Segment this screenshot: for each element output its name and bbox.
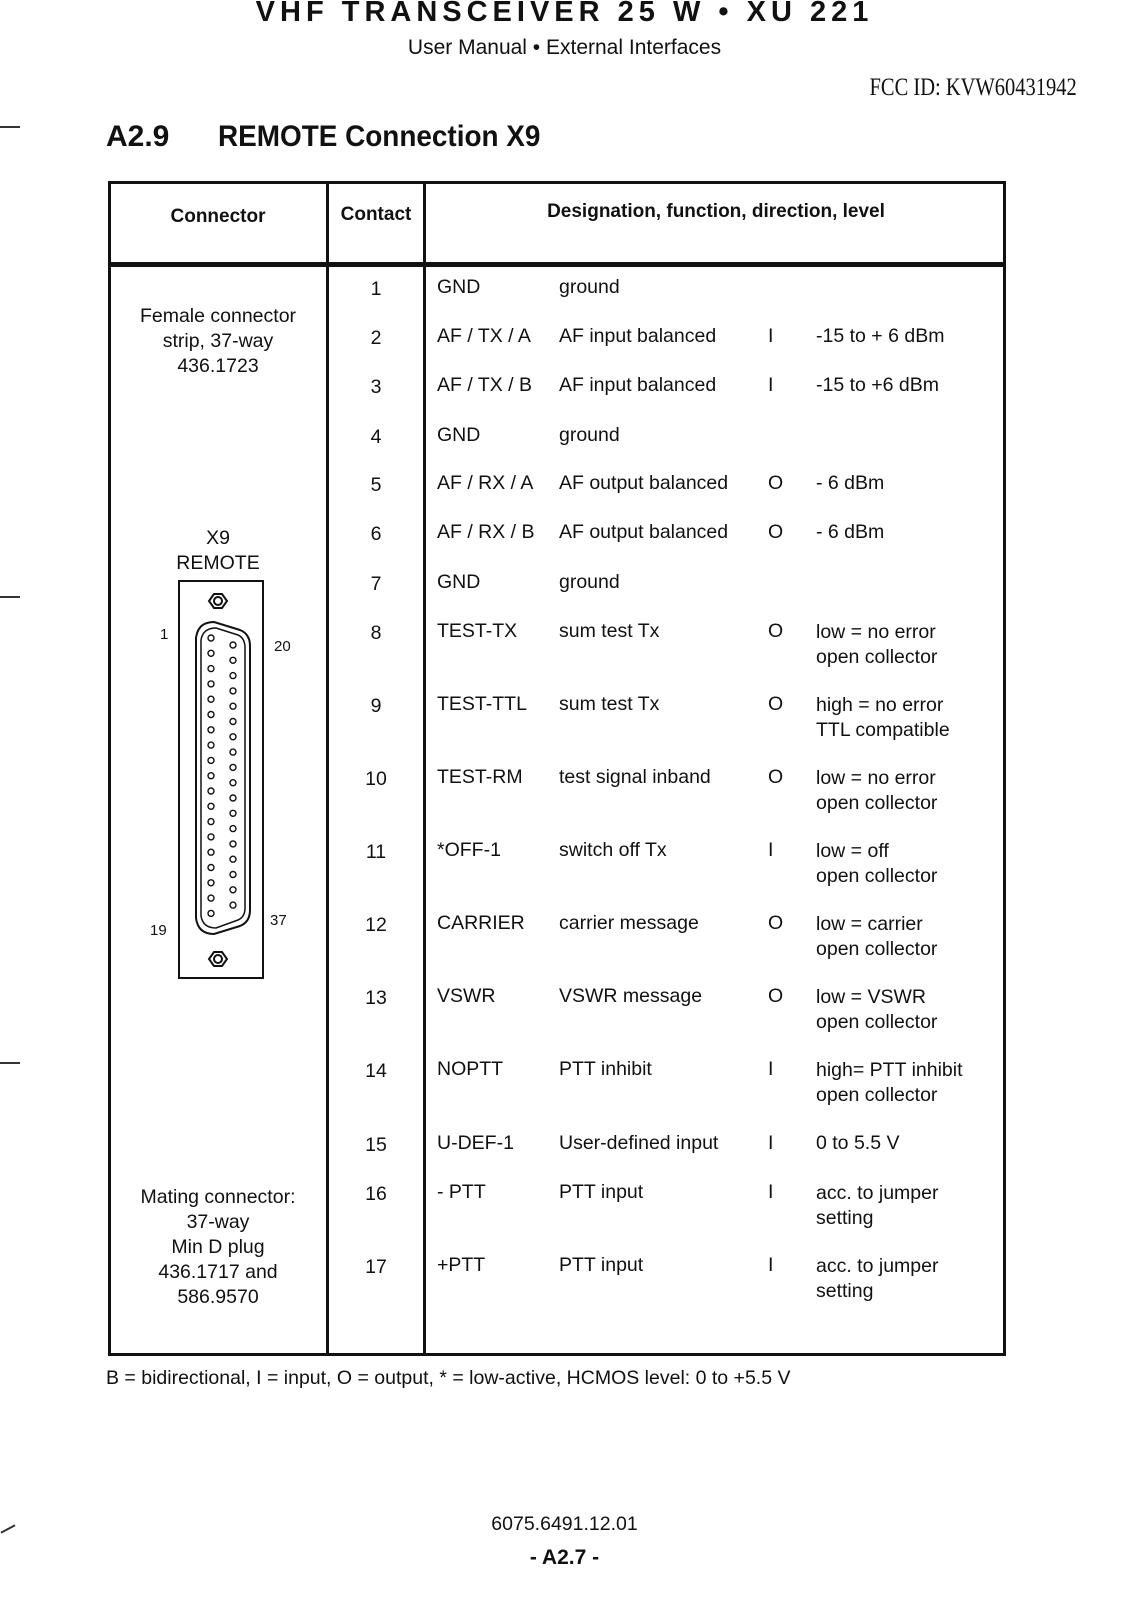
connector-pin <box>230 703 236 709</box>
signal-level: -15 to +6 dBm <box>816 374 940 396</box>
contact-number: 8 <box>370 622 382 644</box>
connector-pin <box>208 788 214 794</box>
pin-label-20: 20 <box>274 638 291 655</box>
signal-name: NOPTT <box>437 1058 504 1080</box>
signal-name: AF / RX / A <box>437 472 534 494</box>
contact-number: 6 <box>370 523 382 545</box>
contact-number: 2 <box>370 327 382 349</box>
margin-mark <box>0 1062 20 1064</box>
signal-direction: I <box>768 374 774 396</box>
signal-function: PTT input <box>559 1254 644 1276</box>
signal-level-line: open collector <box>816 1011 938 1033</box>
contact-number: 4 <box>370 426 382 448</box>
contact-number: 7 <box>370 573 382 595</box>
connector-label-line: REMOTE <box>176 552 260 574</box>
signal-level <box>816 839 937 889</box>
connector-pin <box>230 887 236 893</box>
signal-direction: O <box>768 912 784 934</box>
connector-pin <box>208 712 214 718</box>
signal-level-line: open collector <box>816 938 938 960</box>
connector-line: 436.1723 <box>177 355 259 377</box>
contact-number: 12 <box>365 914 387 936</box>
header-contact: Contact <box>340 204 412 225</box>
signal-name: GND <box>437 424 481 446</box>
signal-level <box>816 693 950 743</box>
connector-pin <box>230 795 236 801</box>
contact-number: 5 <box>370 474 382 496</box>
connector-pin <box>208 757 214 763</box>
signal-level-line: low = off <box>816 840 889 862</box>
connector-pin <box>230 719 236 725</box>
connector-pin <box>208 819 214 825</box>
signal-level-line: acc. to jumper <box>816 1182 939 1204</box>
connector-pin <box>230 841 236 847</box>
signal-name: GND <box>437 571 481 593</box>
signal-function: User-defined input <box>559 1132 719 1154</box>
page-number: - A2.7 - <box>529 1546 600 1569</box>
signal-level: - 6 dBm <box>816 521 885 543</box>
signal-level-line: low = no error <box>816 621 936 643</box>
document-number: 6075.6491.12.01 <box>491 1513 638 1535</box>
signal-level: 0 to 5.5 V <box>816 1132 900 1154</box>
signal-function: carrier message <box>559 912 699 934</box>
contact-number: 14 <box>365 1060 387 1082</box>
signal-level-line: setting <box>816 1207 874 1229</box>
connector-pin <box>208 865 214 871</box>
signal-function: ground <box>559 276 620 298</box>
signal-level-line: acc. to jumper <box>816 1255 939 1277</box>
signal-name: TEST-TTL <box>437 693 527 715</box>
signal-level-line: open collector <box>816 646 938 668</box>
connector-pin <box>208 834 214 840</box>
signal-function: test signal inband <box>559 766 711 788</box>
signal-name: - PTT <box>437 1181 486 1203</box>
mating-connector-description <box>110 1185 326 1310</box>
connector-pin <box>230 688 236 694</box>
connector-pin <box>208 803 214 809</box>
signal-level-line: open collector <box>816 865 938 887</box>
pin-label-19: 19 <box>150 922 167 939</box>
connector-pin <box>230 856 236 862</box>
signal-function: AF output balanced <box>559 521 729 543</box>
connector-description <box>110 304 326 379</box>
margin-mark <box>0 596 20 598</box>
header-designation: Designation, function, direction, level <box>547 201 885 222</box>
mating-line: 586.9570 <box>177 1286 259 1308</box>
mating-line: Mating connector: <box>140 1186 296 1208</box>
signal-name: +PTT <box>437 1254 486 1276</box>
contact-number: 9 <box>370 695 382 717</box>
mounting-hole-top-icon <box>209 594 227 608</box>
signal-direction: O <box>768 620 784 642</box>
signal-direction: I <box>768 325 774 347</box>
signal-name: U-DEF-1 <box>437 1132 514 1154</box>
contact-number: 17 <box>365 1256 387 1278</box>
connector-label-line: X9 <box>206 527 230 549</box>
signal-function: switch off Tx <box>559 839 667 861</box>
signal-name: GND <box>437 276 481 298</box>
connector-pin <box>230 826 236 832</box>
signal-name: AF / TX / A <box>437 325 531 347</box>
connector-pin <box>230 657 236 663</box>
dsub-connector-diagram <box>178 580 264 980</box>
signal-function: AF output balanced <box>559 472 729 494</box>
contact-number: 11 <box>365 841 387 863</box>
signal-level: - 6 dBm <box>816 472 885 494</box>
connector-pin <box>208 895 214 901</box>
signal-name: TEST-RM <box>437 766 523 788</box>
contact-number: 3 <box>370 376 382 398</box>
connector-pin <box>230 642 236 648</box>
signal-function: AF input balanced <box>559 374 717 396</box>
connector-pin <box>208 727 214 733</box>
connector-pin <box>208 696 214 702</box>
signal-level <box>816 912 937 962</box>
signal-direction: O <box>768 985 784 1007</box>
signal-name: *OFF-1 <box>437 839 501 861</box>
signal-function: sum test Tx <box>559 620 660 642</box>
signal-function: PTT inhibit <box>559 1058 652 1080</box>
mounting-hole-bottom-icon <box>209 952 227 966</box>
signal-name: TEST-TX <box>437 620 518 642</box>
contact-number: 16 <box>365 1183 387 1205</box>
connector-pin <box>230 764 236 770</box>
signal-direction: I <box>768 1058 774 1080</box>
document-title: VHF TRANSCEIVER 25 W • XU 221 <box>255 0 874 28</box>
signal-level-line: TTL compatible <box>816 719 950 741</box>
signal-level-line: low = carrier <box>816 913 923 935</box>
signal-function: AF input balanced <box>559 325 717 347</box>
signal-level-line: low = VSWR <box>816 986 926 1008</box>
signal-level <box>816 1181 938 1231</box>
connector-pin <box>208 635 214 641</box>
connector-pin <box>208 880 214 886</box>
connector-pin <box>208 650 214 656</box>
header-divider <box>108 262 1006 267</box>
connector-pin <box>208 849 214 855</box>
signal-level <box>816 766 937 816</box>
signal-direction: I <box>768 1181 774 1203</box>
connector-pin <box>230 673 236 679</box>
signal-direction: O <box>768 472 784 494</box>
signal-function: sum test Tx <box>559 693 660 715</box>
signal-direction: O <box>768 521 784 543</box>
connector-pin <box>208 742 214 748</box>
signal-level: -15 to + 6 dBm <box>816 325 945 347</box>
signal-level-line: low = no error <box>816 767 936 789</box>
connector-pin <box>230 780 236 786</box>
header-connector: Connector <box>170 206 266 227</box>
connector-pin <box>230 749 236 755</box>
connector-label <box>110 526 326 576</box>
signal-function: VSWR message <box>559 985 703 1007</box>
connector-pin <box>230 734 236 740</box>
signal-name: VSWR <box>437 985 496 1007</box>
signal-direction: O <box>768 766 784 788</box>
signal-function: PTT input <box>559 1181 644 1203</box>
signal-level-line: open collector <box>816 792 938 814</box>
signal-level-line: high = no error <box>816 694 944 716</box>
connector-pin <box>208 773 214 779</box>
signal-level-line: open collector <box>816 1084 938 1106</box>
mating-line: 37-way <box>186 1211 250 1233</box>
signal-level-line: high= PTT inhibit <box>816 1059 963 1081</box>
signal-direction: I <box>768 1254 774 1276</box>
section-number: A2.9 <box>106 120 170 153</box>
legend-footnote: B = bidirectional, I = input, O = output, * = low-active, HCMOS level: 0 to +5.5 V <box>106 1367 791 1389</box>
contact-number: 13 <box>365 987 387 1009</box>
signal-name: AF / TX / B <box>437 374 532 396</box>
mating-line: 436.1717 and <box>158 1261 278 1283</box>
column-divider <box>423 181 426 1356</box>
signal-direction: I <box>768 839 774 861</box>
pin-label-37: 37 <box>270 912 287 929</box>
signal-function: ground <box>559 424 620 446</box>
signal-level-line: setting <box>816 1280 874 1302</box>
fcc-id: FCC ID: KVW60431942 <box>869 74 1077 101</box>
document-subtitle: User Manual • External Interfaces <box>407 36 722 59</box>
signal-direction: O <box>768 693 784 715</box>
margin-mark <box>0 126 20 128</box>
pin-label-1: 1 <box>160 626 169 643</box>
signal-level <box>816 985 937 1035</box>
connector-pin <box>230 872 236 878</box>
contact-number: 1 <box>370 278 382 300</box>
connector-pin <box>208 666 214 672</box>
section-title: REMOTE Connection X9 <box>218 120 541 153</box>
connector-pin <box>230 902 236 908</box>
signal-function: ground <box>559 571 620 593</box>
signal-direction: I <box>768 1132 774 1154</box>
connector-pin <box>208 681 214 687</box>
signal-level <box>816 620 937 670</box>
connector-pin <box>208 910 214 916</box>
connector-line: Female connector <box>139 305 297 327</box>
connector-line: strip, 37-way <box>162 330 274 352</box>
contact-number: 15 <box>365 1134 387 1156</box>
signal-name: CARRIER <box>437 912 525 934</box>
signal-name: AF / RX / B <box>437 521 535 543</box>
contact-number: 10 <box>365 768 387 790</box>
signal-level <box>816 1058 963 1108</box>
mating-line: Min D plug <box>171 1236 265 1258</box>
signal-level <box>816 1254 938 1304</box>
connector-pin <box>230 810 236 816</box>
